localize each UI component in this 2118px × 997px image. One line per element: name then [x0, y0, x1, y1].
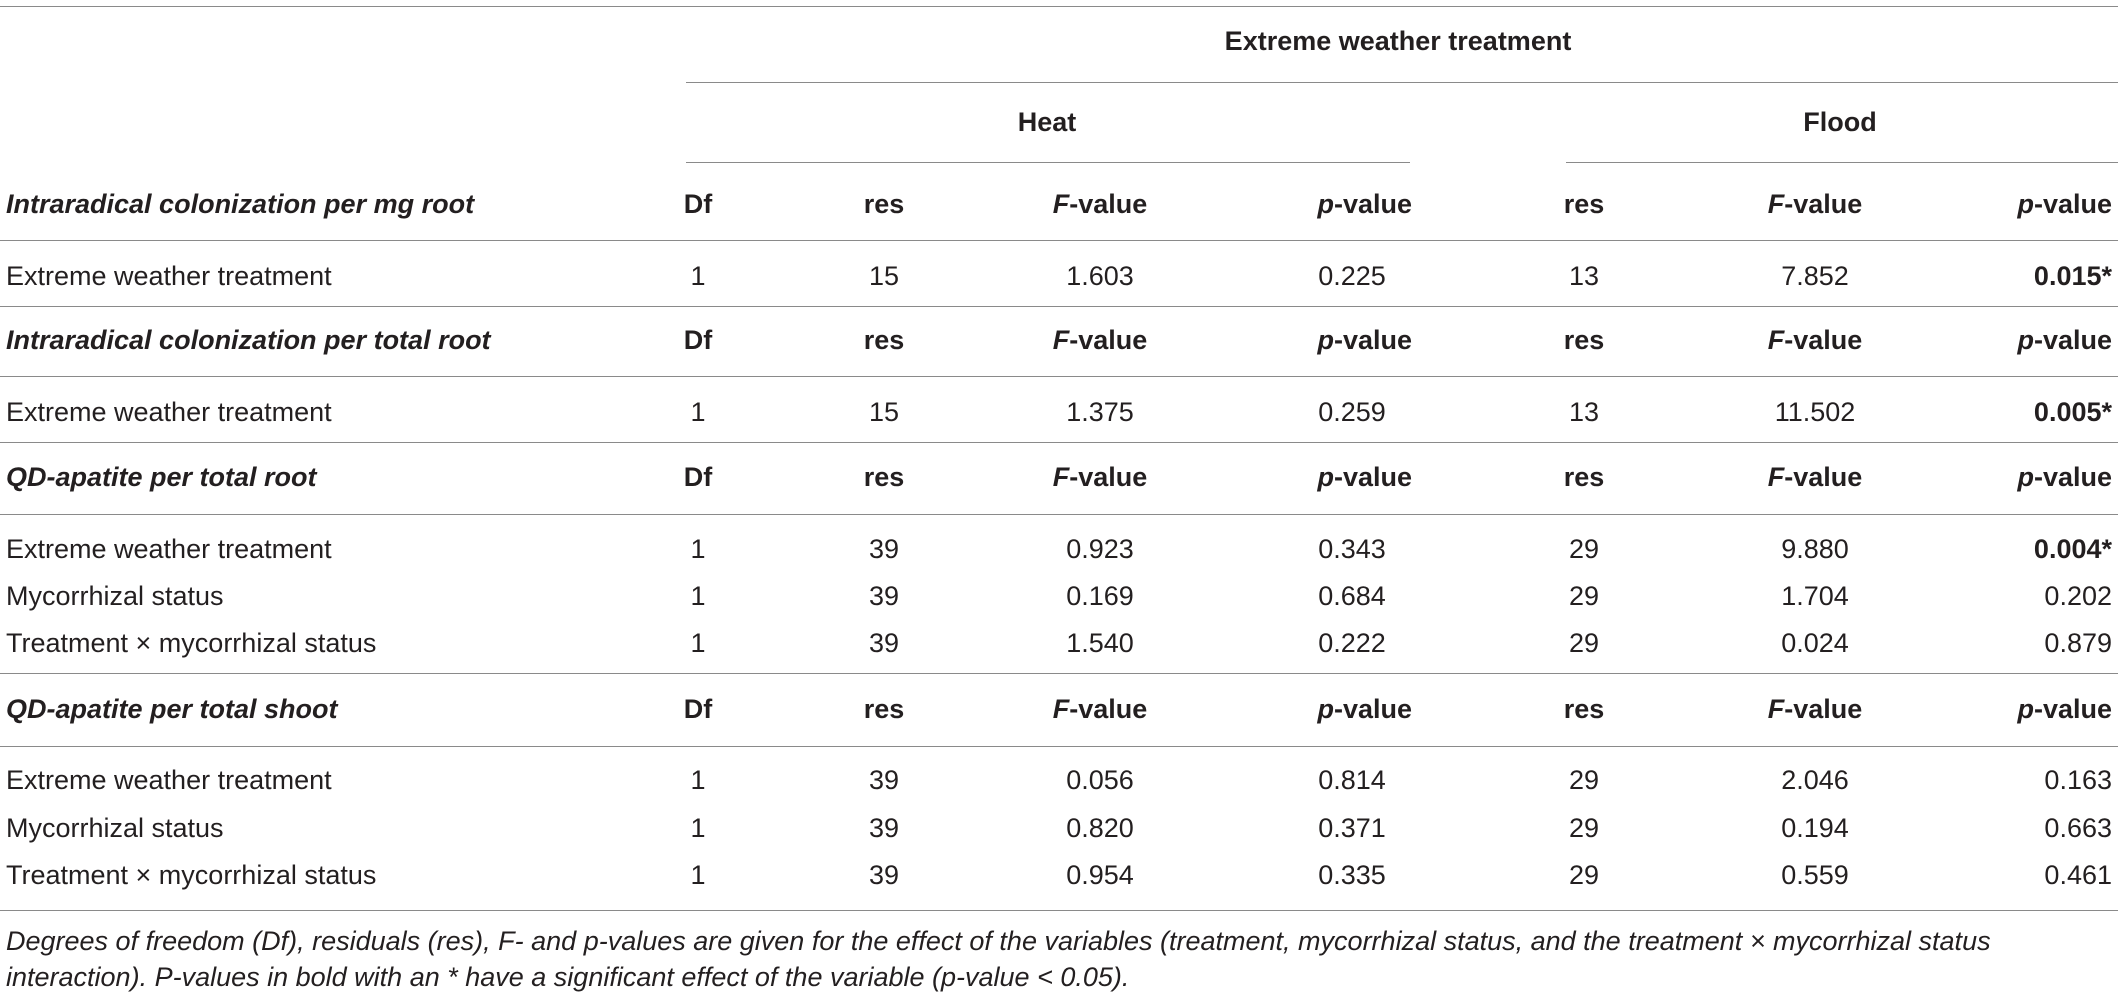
- cell-flood-res: 29: [1568, 813, 1600, 843]
- col-header-flood-f-suffix: -value: [1784, 189, 1863, 219]
- col-header-heat-f-italic: F: [1052, 325, 1070, 355]
- cell-flood-f: 2.046: [1781, 765, 1849, 795]
- cell-heat-f: 0.169: [1066, 581, 1134, 611]
- cell-flood-p: 0.005*: [2033, 397, 2112, 427]
- col-header-flood-p-suffix: -value: [2033, 189, 2112, 219]
- cell-flood-res: 29: [1568, 765, 1600, 795]
- heat-header-rule: [686, 162, 1410, 163]
- col-header-heat-p-italic: p: [1317, 189, 1334, 219]
- cell-flood-p: 0.461: [2044, 860, 2112, 890]
- col-header-heat-f-italic: F: [1052, 189, 1070, 219]
- section-title: Intraradical colonization per total root: [6, 325, 491, 355]
- cell-flood-p: 0.015*: [2033, 261, 2112, 291]
- col-header-flood-f-italic: F: [1767, 462, 1785, 492]
- cell-heat-f: 0.954: [1066, 860, 1134, 890]
- col-header-heat-p: [1317, 461, 1412, 493]
- group-header-rule: [686, 82, 2118, 83]
- col-header-flood-p: [2017, 693, 2112, 725]
- col-header-heat-f-suffix: -value: [1069, 462, 1148, 492]
- col-header-heat-p: [1317, 324, 1412, 356]
- row-label: Extreme weather treatment: [6, 765, 332, 795]
- col-header-df: Df: [683, 189, 713, 219]
- cell-df: 1: [690, 765, 706, 795]
- col-header-flood-f: [1768, 693, 1863, 725]
- col-header-flood-res: res: [1563, 462, 1605, 492]
- col-header-heat-f: [1053, 461, 1148, 493]
- row-label: Treatment × mycorrhizal status: [6, 628, 377, 658]
- section-title: QD-apatite per total shoot: [6, 694, 338, 724]
- section-header-rule: [0, 376, 2118, 377]
- cell-flood-f: 9.880: [1781, 534, 1849, 564]
- cell-flood-p: 0.879: [2044, 628, 2112, 658]
- col-header-heat-f-italic: F: [1052, 694, 1070, 724]
- cell-heat-f: 0.820: [1066, 813, 1134, 843]
- cell-heat-p: 0.814: [1318, 765, 1386, 795]
- col-header-flood-f: [1768, 324, 1863, 356]
- col-header-heat-p-suffix: -value: [1333, 694, 1412, 724]
- col-header-heat-f-suffix: -value: [1069, 325, 1148, 355]
- col-header-df: Df: [683, 462, 713, 492]
- cell-df: 1: [690, 813, 706, 843]
- col-header-flood-p-suffix: -value: [2033, 462, 2112, 492]
- cell-flood-res: 29: [1568, 534, 1600, 564]
- cell-df: 1: [690, 860, 706, 890]
- cell-heat-p: 0.343: [1318, 534, 1386, 564]
- row-label: Extreme weather treatment: [6, 261, 332, 291]
- cell-flood-res: 29: [1568, 628, 1600, 658]
- cell-flood-f: 7.852: [1781, 261, 1849, 291]
- cell-heat-f: 0.923: [1066, 534, 1134, 564]
- col-header-heat-res: res: [863, 189, 905, 219]
- cell-flood-p: 0.004*: [2033, 534, 2112, 564]
- col-header-flood-p: [2017, 324, 2112, 356]
- row-label: Mycorrhizal status: [6, 581, 224, 611]
- col-header-heat-f: [1053, 324, 1148, 356]
- cell-df: 1: [690, 397, 706, 427]
- top-rule: [0, 6, 2118, 7]
- cell-heat-res: 39: [868, 813, 900, 843]
- cell-heat-res: 39: [868, 628, 900, 658]
- section-end-rule: [0, 673, 2118, 674]
- cell-flood-res: 29: [1568, 860, 1600, 890]
- table-footnote: Degrees of freedom (Df), residuals (res), F- and p-values are given for the effect of the variables (treatment, mycorrhizal status, and the treatment × mycorrhizal status interaction). P-values in bold with an * have a significant effect of the variable (p-value < 0.05).: [6, 926, 1991, 992]
- col-header-flood-f-suffix: -value: [1784, 694, 1863, 724]
- col-header-flood-res: res: [1563, 189, 1605, 219]
- col-header-heat-res: res: [863, 325, 905, 355]
- cell-flood-f: 0.559: [1781, 860, 1849, 890]
- col-header-flood-f-italic: F: [1767, 189, 1785, 219]
- col-header-heat-f-suffix: -value: [1069, 189, 1148, 219]
- cell-df: 1: [690, 628, 706, 658]
- col-header-heat-res: res: [863, 462, 905, 492]
- cell-heat-p: 0.335: [1318, 860, 1386, 890]
- cell-heat-res: 15: [868, 261, 900, 291]
- col-header-flood-f-italic: F: [1767, 694, 1785, 724]
- section-end-rule: [0, 306, 2118, 307]
- section-end-rule: [0, 442, 2118, 443]
- section-end-rule: [0, 910, 2118, 911]
- col-header-flood-p-italic: p: [2017, 189, 2034, 219]
- cell-heat-p: 0.684: [1318, 581, 1386, 611]
- cell-flood-f: 11.502: [1774, 397, 1856, 427]
- col-header-heat-f: [1053, 188, 1148, 220]
- col-header-flood-f: [1768, 461, 1863, 493]
- cell-flood-p: 0.202: [2044, 581, 2112, 611]
- cell-heat-res: 39: [868, 534, 900, 564]
- col-header-df: Df: [683, 694, 713, 724]
- col-header-flood-p-suffix: -value: [2033, 325, 2112, 355]
- col-header-heat-p-italic: p: [1317, 462, 1334, 492]
- col-header-heat-f-italic: F: [1052, 462, 1070, 492]
- col-header-heat-p-italic: p: [1317, 694, 1334, 724]
- col-header-flood-p: [2017, 461, 2112, 493]
- cell-df: 1: [690, 261, 706, 291]
- cell-heat-p: 0.222: [1318, 628, 1386, 658]
- col-header-df: Df: [683, 325, 713, 355]
- cell-heat-res: 15: [868, 397, 900, 427]
- cell-heat-res: 39: [868, 860, 900, 890]
- cell-heat-p: 0.259: [1318, 397, 1386, 427]
- col-header-flood-f: [1768, 188, 1863, 220]
- cell-heat-f: 1.603: [1066, 261, 1134, 291]
- cell-flood-res: 13: [1568, 261, 1600, 291]
- section-header-rule: [0, 240, 2118, 241]
- col-header-flood-p-italic: p: [2017, 694, 2034, 724]
- cell-heat-p: 0.371: [1318, 813, 1386, 843]
- cell-heat-f: 1.540: [1066, 628, 1134, 658]
- row-label: Extreme weather treatment: [6, 397, 332, 427]
- col-header-heat-p-suffix: -value: [1333, 325, 1412, 355]
- cell-df: 1: [690, 534, 706, 564]
- cell-df: 1: [690, 581, 706, 611]
- section-title: Intraradical colonization per mg root: [6, 189, 475, 219]
- col-header-heat-p-suffix: -value: [1333, 189, 1412, 219]
- cell-flood-p: 0.163: [2044, 765, 2112, 795]
- heat-header: Heat: [1017, 107, 1077, 137]
- col-header-flood-p-italic: p: [2017, 462, 2034, 492]
- section-header-rule: [0, 514, 2118, 515]
- col-header-flood-p-suffix: -value: [2033, 694, 2112, 724]
- col-header-flood-p-italic: p: [2017, 325, 2034, 355]
- cell-flood-res: 13: [1568, 397, 1600, 427]
- cell-heat-f: 1.375: [1066, 397, 1134, 427]
- cell-flood-res: 29: [1568, 581, 1600, 611]
- section-header-rule: [0, 746, 2118, 747]
- col-header-heat-p-suffix: -value: [1333, 462, 1412, 492]
- col-header-heat-f-suffix: -value: [1069, 694, 1148, 724]
- col-header-flood-f-suffix: -value: [1784, 462, 1863, 492]
- cell-flood-p: 0.663: [2044, 813, 2112, 843]
- cell-heat-res: 39: [868, 581, 900, 611]
- cell-heat-res: 39: [868, 765, 900, 795]
- cell-flood-f: 0.024: [1781, 628, 1849, 658]
- flood-header: Flood: [1803, 107, 1877, 137]
- col-header-heat-f: [1053, 693, 1148, 725]
- col-header-flood-p: [2017, 188, 2112, 220]
- cell-heat-p: 0.225: [1318, 261, 1386, 291]
- col-header-heat-res: res: [863, 694, 905, 724]
- cell-flood-f: 1.704: [1781, 581, 1849, 611]
- cell-flood-f: 0.194: [1781, 813, 1849, 843]
- row-label: Treatment × mycorrhizal status: [6, 860, 377, 890]
- col-header-flood-f-italic: F: [1767, 325, 1785, 355]
- col-header-flood-f-suffix: -value: [1784, 325, 1863, 355]
- section-title: QD-apatite per total root: [6, 462, 317, 492]
- col-header-heat-p: [1317, 693, 1412, 725]
- group-header: Extreme weather treatment: [1224, 26, 1572, 56]
- cell-heat-f: 0.056: [1066, 765, 1134, 795]
- col-header-heat-p: [1317, 188, 1412, 220]
- col-header-flood-res: res: [1563, 694, 1605, 724]
- col-header-heat-p-italic: p: [1317, 325, 1334, 355]
- row-label: Mycorrhizal status: [6, 813, 224, 843]
- flood-header-rule: [1566, 162, 2118, 163]
- row-label: Extreme weather treatment: [6, 534, 332, 564]
- col-header-flood-res: res: [1563, 325, 1605, 355]
